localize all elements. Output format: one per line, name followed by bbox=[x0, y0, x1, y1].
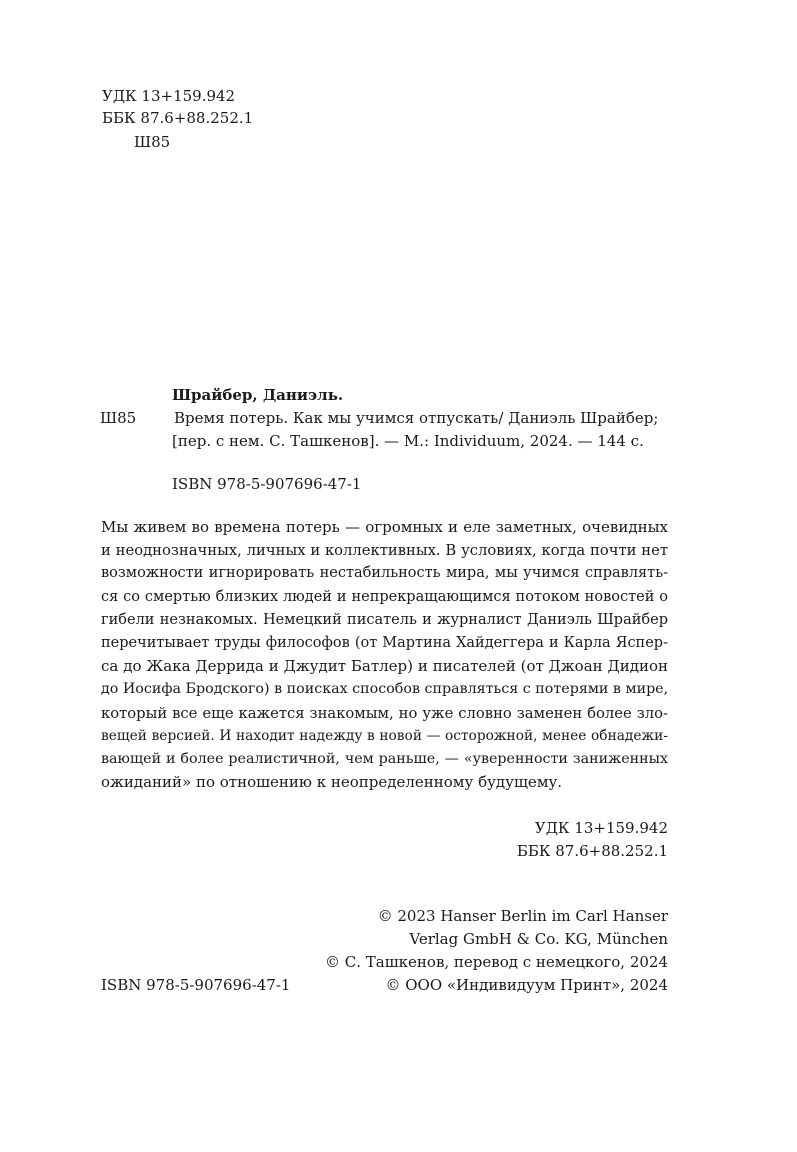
udk-code-top: УДК 13+159.942 bbox=[102, 87, 236, 105]
annotation-line: возможности игнорировать нестабильность мира, мы учимся справлять- bbox=[101, 565, 668, 582]
bbk-code-top: ББК 87.6+88.252.1 bbox=[102, 109, 254, 127]
annotation-line: вещей версией. И находит надежду в новой — осторожной, менее обнадежи- bbox=[101, 727, 668, 744]
bbk-code-bottom: ББК 87.6+88.252.1 bbox=[516, 842, 668, 860]
annotation-line: вающей и более реалистичной, чем раньше, — «уверенности заниженных bbox=[101, 751, 668, 768]
copyright-line-1: © 2023 Hanser Berlin im Carl Hanser bbox=[377, 907, 668, 925]
annotation-line: перечитывает труды философов (от Мартина Хайдеггера и Карла Яспер- bbox=[101, 635, 668, 652]
annotation-line: до Иосифа Бродского) в поисках способов справляться с потерями в мире, bbox=[101, 681, 669, 698]
classification-bottom bbox=[517, 817, 668, 863]
annotation-line: ся со смертью близких людей и непрекращающимся потоком новостей о bbox=[101, 588, 668, 605]
annotation-line: и неоднозначных, личных и коллективных. В условиях, когда почти нет bbox=[101, 542, 668, 560]
catalog-author: Шрайбер, Даниэль. bbox=[172, 386, 344, 404]
annotation-line: гибели незнакомых. Немецкий писатель и журналист Даниэль Шрайбер bbox=[101, 611, 668, 628]
annotation-paragraph bbox=[101, 516, 668, 794]
copyright-line-4: © ООО «Индивидуум Принт», 2024 bbox=[385, 976, 668, 994]
copyright-line-3: © С. Ташкенов, перевод с немецкого, 2024 bbox=[324, 953, 668, 971]
udk-code-bottom: УДК 13+159.942 bbox=[534, 819, 668, 837]
catalog-title-line-1: Время потерь. Как мы учимся отпускать/ Даниэль Шрайбер; bbox=[174, 409, 659, 427]
annotation-line: Мы живем во времена потерь — огромных и еле заметных, очевидных bbox=[101, 518, 668, 536]
catalog-isbn: ISBN 978-5-907696-47-1 bbox=[172, 475, 362, 493]
catalog-title-line-2: [пер. с нем. С. Ташкенов]. — М.: Individuum, 2024. — 144 с. bbox=[172, 432, 644, 450]
copyright-block bbox=[325, 905, 668, 997]
annotation-line: ожиданий» по отношению к неопределенному будущему. bbox=[101, 773, 563, 792]
author-mark-top: Ш85 bbox=[134, 133, 171, 151]
annotation-line: который все еще кажется знакомым, но уже словно заменен более зло- bbox=[101, 704, 668, 722]
catalog-author-mark: Ш85 bbox=[100, 409, 137, 427]
annotation-line: са до Жака Деррида и Джудит Батлер) и писателей (от Джоан Дидион bbox=[101, 657, 668, 676]
copyright-line-2: Verlag GmbH & Co. KG, München bbox=[409, 930, 668, 948]
isbn-bottom: ISBN 978-5-907696-47-1 bbox=[101, 976, 291, 994]
